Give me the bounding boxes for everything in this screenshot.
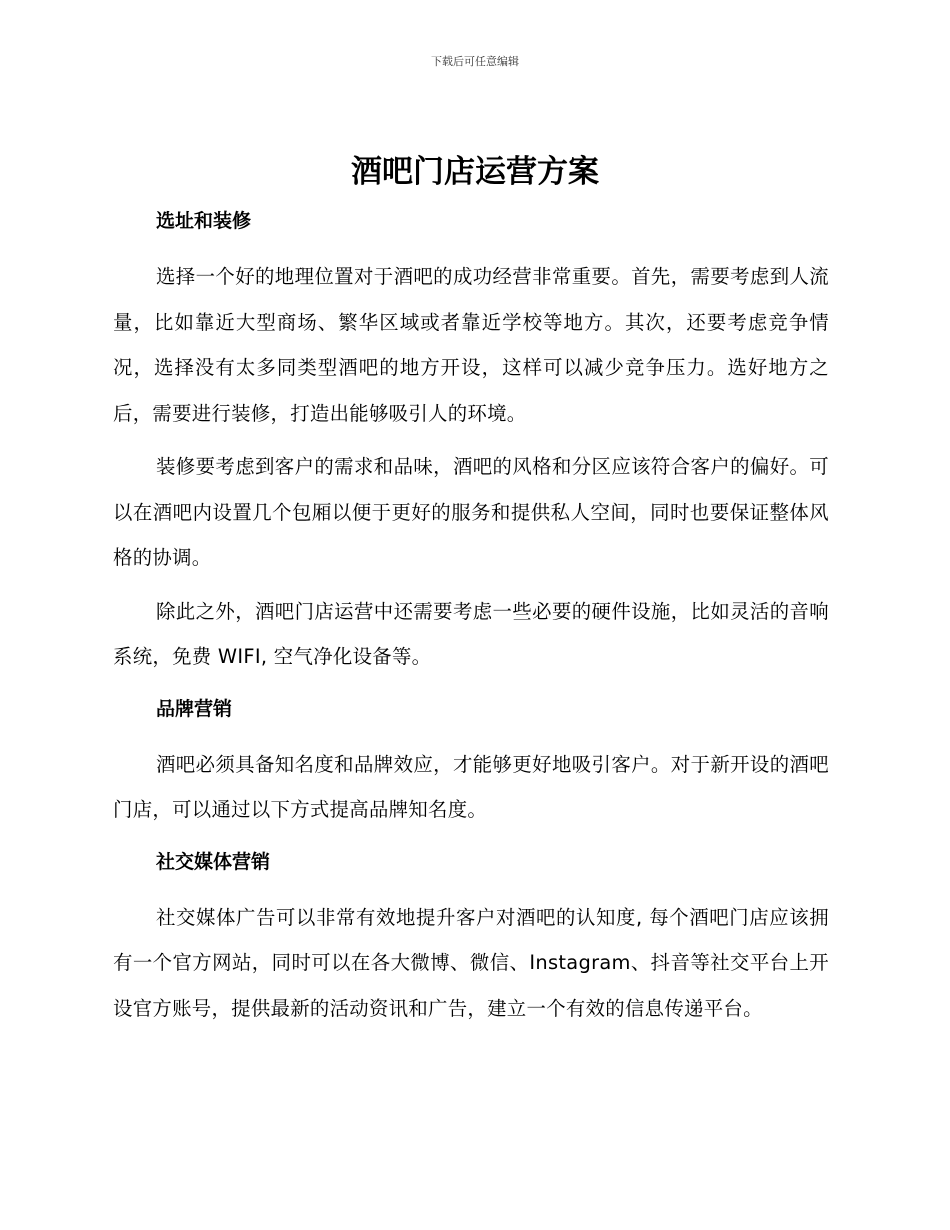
paragraph: 酒吧必须具备知名度和品牌效应，才能够更好地吸引客户。对于新开设的酒吧门店，可以通过以下方式提高品牌知名度。 <box>113 752 829 821</box>
paragraph: 社交媒体广告可以非常有效地提升客户对酒吧的认知度, 每个酒吧门店应该拥有一个官方网站，同时可以在各大微博、微信、Instagram、抖音等社交平台上开设官方账号，提供最新的活动资讯和广告，建立一个有效的信息传递平台。 <box>113 905 829 1020</box>
section-heading: 社交媒体营销 <box>156 850 271 873</box>
paragraph: 装修要考虑到客户的需求和品味，酒吧的风格和分区应该符合客户的偏好。可以在酒吧内设置几个包厢以便于更好的服务和提供私人空间，同时也要保证整体风格的协调。 <box>113 455 829 569</box>
section-social-media-marketing <box>113 843 829 1032</box>
section-heading: 品牌营销 <box>156 697 233 720</box>
paragraph: 除此之外，酒吧门店运营中还需要考虑一些必要的硬件设施，比如灵活的音响系统，免费 WIFI, 空气净化设备等。 <box>113 599 829 668</box>
section-brand-marketing <box>113 690 829 833</box>
section-site-and-decoration <box>113 202 829 680</box>
section-heading: 选址和装修 <box>156 210 252 232</box>
paragraph: 选择一个好的地理位置对于酒吧的成功经营非常重要。首先，需要考虑到人流量，比如靠近大型商场、繁华区域或者靠近学校等地方。其次，还要考虑竞争情况，选择没有太多同类型酒吧的地方开设，这样可以减少竞争压力。选好地方之后，需要进行装修，打造出能够吸引人的环境。 <box>113 265 829 425</box>
document-body <box>113 202 829 1039</box>
document-title: 酒吧门店运营方案 <box>351 154 599 190</box>
header-note: 下载后可任意编辑 <box>431 55 519 68</box>
